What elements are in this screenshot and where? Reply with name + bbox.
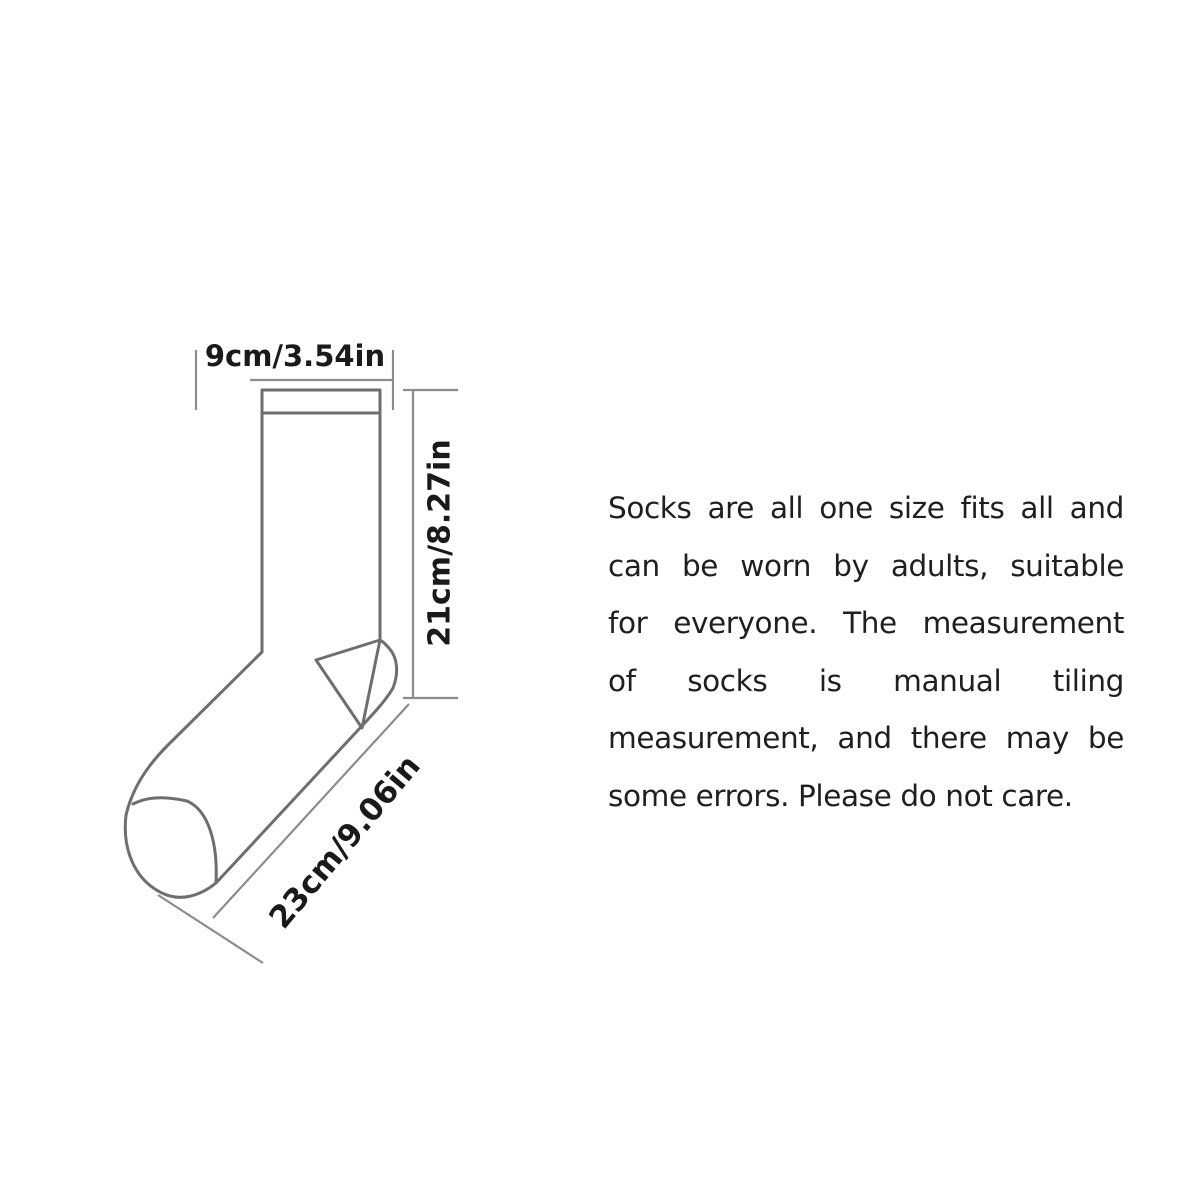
description-line: Socks are all one size fits all and xyxy=(608,491,1124,525)
width-label: 9cm/3.54in xyxy=(204,339,386,373)
length-tick-bottom xyxy=(158,895,263,963)
description-text xyxy=(608,480,1124,825)
length-label: 23cm/9.06in xyxy=(262,748,428,936)
description-line: for everyone. The measurement xyxy=(608,606,1124,640)
description-line: measurement, and there may be xyxy=(608,721,1124,755)
sock-toe-patch xyxy=(133,798,216,883)
height-label: 21cm/8.27in xyxy=(422,439,458,647)
description-line: can be worn by adults, suitable xyxy=(608,548,1124,583)
description-line: of socks is manual tiling xyxy=(608,663,1124,698)
description-line: some errors. Please do not care. xyxy=(608,778,1073,813)
